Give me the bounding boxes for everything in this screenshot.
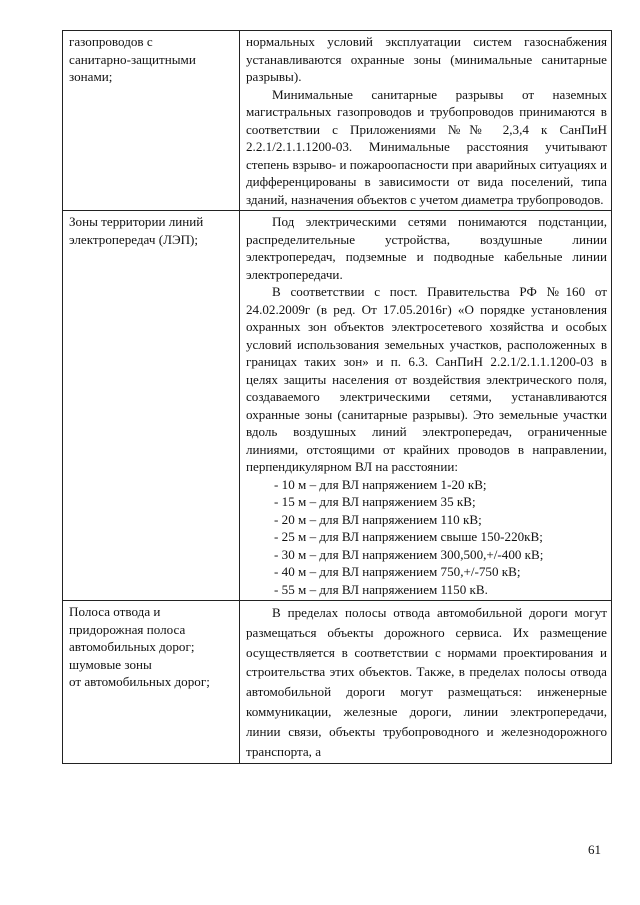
- distance-list-item: - 25 м – для ВЛ напряжением свыше 150-220кВ;: [274, 528, 607, 546]
- table-row-power-lines: [63, 211, 612, 601]
- zone-name-cell: [63, 31, 240, 211]
- distance-list-item: - 15 м – для ВЛ напряжением 35 кВ;: [274, 493, 607, 511]
- zone-name-line: санитарно-защитными: [69, 51, 196, 67]
- zone-name-line: шумовые зоны: [69, 656, 152, 672]
- zone-name-line: Зоны территории линий: [69, 214, 204, 229]
- zone-description-cell: [240, 211, 612, 601]
- distance-list: [246, 476, 607, 599]
- distance-list-item: - 10 м – для ВЛ напряжением 1-20 кВ;: [274, 476, 607, 494]
- description-paragraph: нормальных условий эксплуатации систем газоснабжения устанавливаются охранные зоны (минимальные санитарные разрывы).: [246, 34, 607, 84]
- table-row-road-strips: [63, 601, 612, 764]
- zone-description-cell: [240, 601, 612, 764]
- zone-description-cell: [240, 31, 612, 211]
- zone-name-line: электропередач (ЛЭП);: [69, 231, 199, 247]
- zone-name-line: зонами;: [69, 69, 113, 84]
- zone-name-cell: [63, 601, 240, 764]
- zone-name-line: газопроводов с: [69, 34, 153, 49]
- distance-list-item: - 20 м – для ВЛ напряжением 110 кВ;: [274, 511, 607, 529]
- zone-name-line: Полоса отвода и: [69, 604, 161, 619]
- zone-name-line: придорожная полоса: [69, 621, 186, 637]
- zone-name-line: от автомобильных дорог;: [69, 674, 210, 689]
- distance-list-item: - 55 м – для ВЛ напряжением 1150 кВ.: [274, 581, 607, 599]
- description-paragraph: В соответствии с пост. Правительства РФ №160 от 24.02.2009г (в ред. От 17.05.2016г) «О порядке установления охранных зон объектов электросетевого хозяйства и особых условий использования земельных участков, расположенных в границах таких зон» и п. 6.3. СанПиН 2.2.1/2.1.1.1200-03 в целях защиты населения от воздействия электрического поля, создаваемого электрическими сетями, устанавливаются охранные зоны (санитарные разрывы). Это земельные участки вдоль воздушных линий электропередач, ограниченные линиями, отстоящими от крайних проводов в направлении, перпендикулярном ВЛ на расстоянии:: [246, 284, 607, 474]
- zone-name-cell: [63, 211, 240, 601]
- description-paragraph: В пределах полосы отвода автомобильной дороги могут размещаться объекты дорожного сервиса. Их размещение осуществляется в соответствии с нормами проектирования и строительства этих объектов. Также, в пределах полосы отвода автомобильной дороги могут размещаться: инженерные коммуникации, железные дороги, линии электропередачи, линии связи, объекты трубопроводного и железнодорожного транспорта, а: [246, 605, 607, 759]
- distance-list-item: - 30 м – для ВЛ напряжением 300,500,+/-400 кВ;: [274, 546, 607, 564]
- description-paragraph: Минимальные санитарные разрывы от наземных магистральных газопроводов и трубопроводов принимаются в соответствии с Приложениями №№ 2,3,4 к СанПиН 2.2.1/2.1.1.1200-03. Минимальные расстояния учитывают степень взрыво- и пожароопасности при аварийных ситуациях и дифференцированы в зависимости от вида поселений, типа зданий, назначения объектов с учетом диаметра трубопроводов.: [246, 86, 607, 207]
- zones-table: [62, 30, 612, 764]
- page-number: 61: [588, 842, 601, 857]
- zone-name-line: автомобильных дорог;: [69, 639, 195, 654]
- description-paragraph: Под электрическими сетями понимаются подстанции, распределительные устройства, воздушные линии электропередач, подземные и подводные кабельные линии электропередачи.: [246, 214, 607, 282]
- distance-list-item: - 40 м – для ВЛ напряжением 750,+/-750 кВ;: [274, 563, 607, 581]
- table-row-gas-pipelines: [63, 31, 612, 211]
